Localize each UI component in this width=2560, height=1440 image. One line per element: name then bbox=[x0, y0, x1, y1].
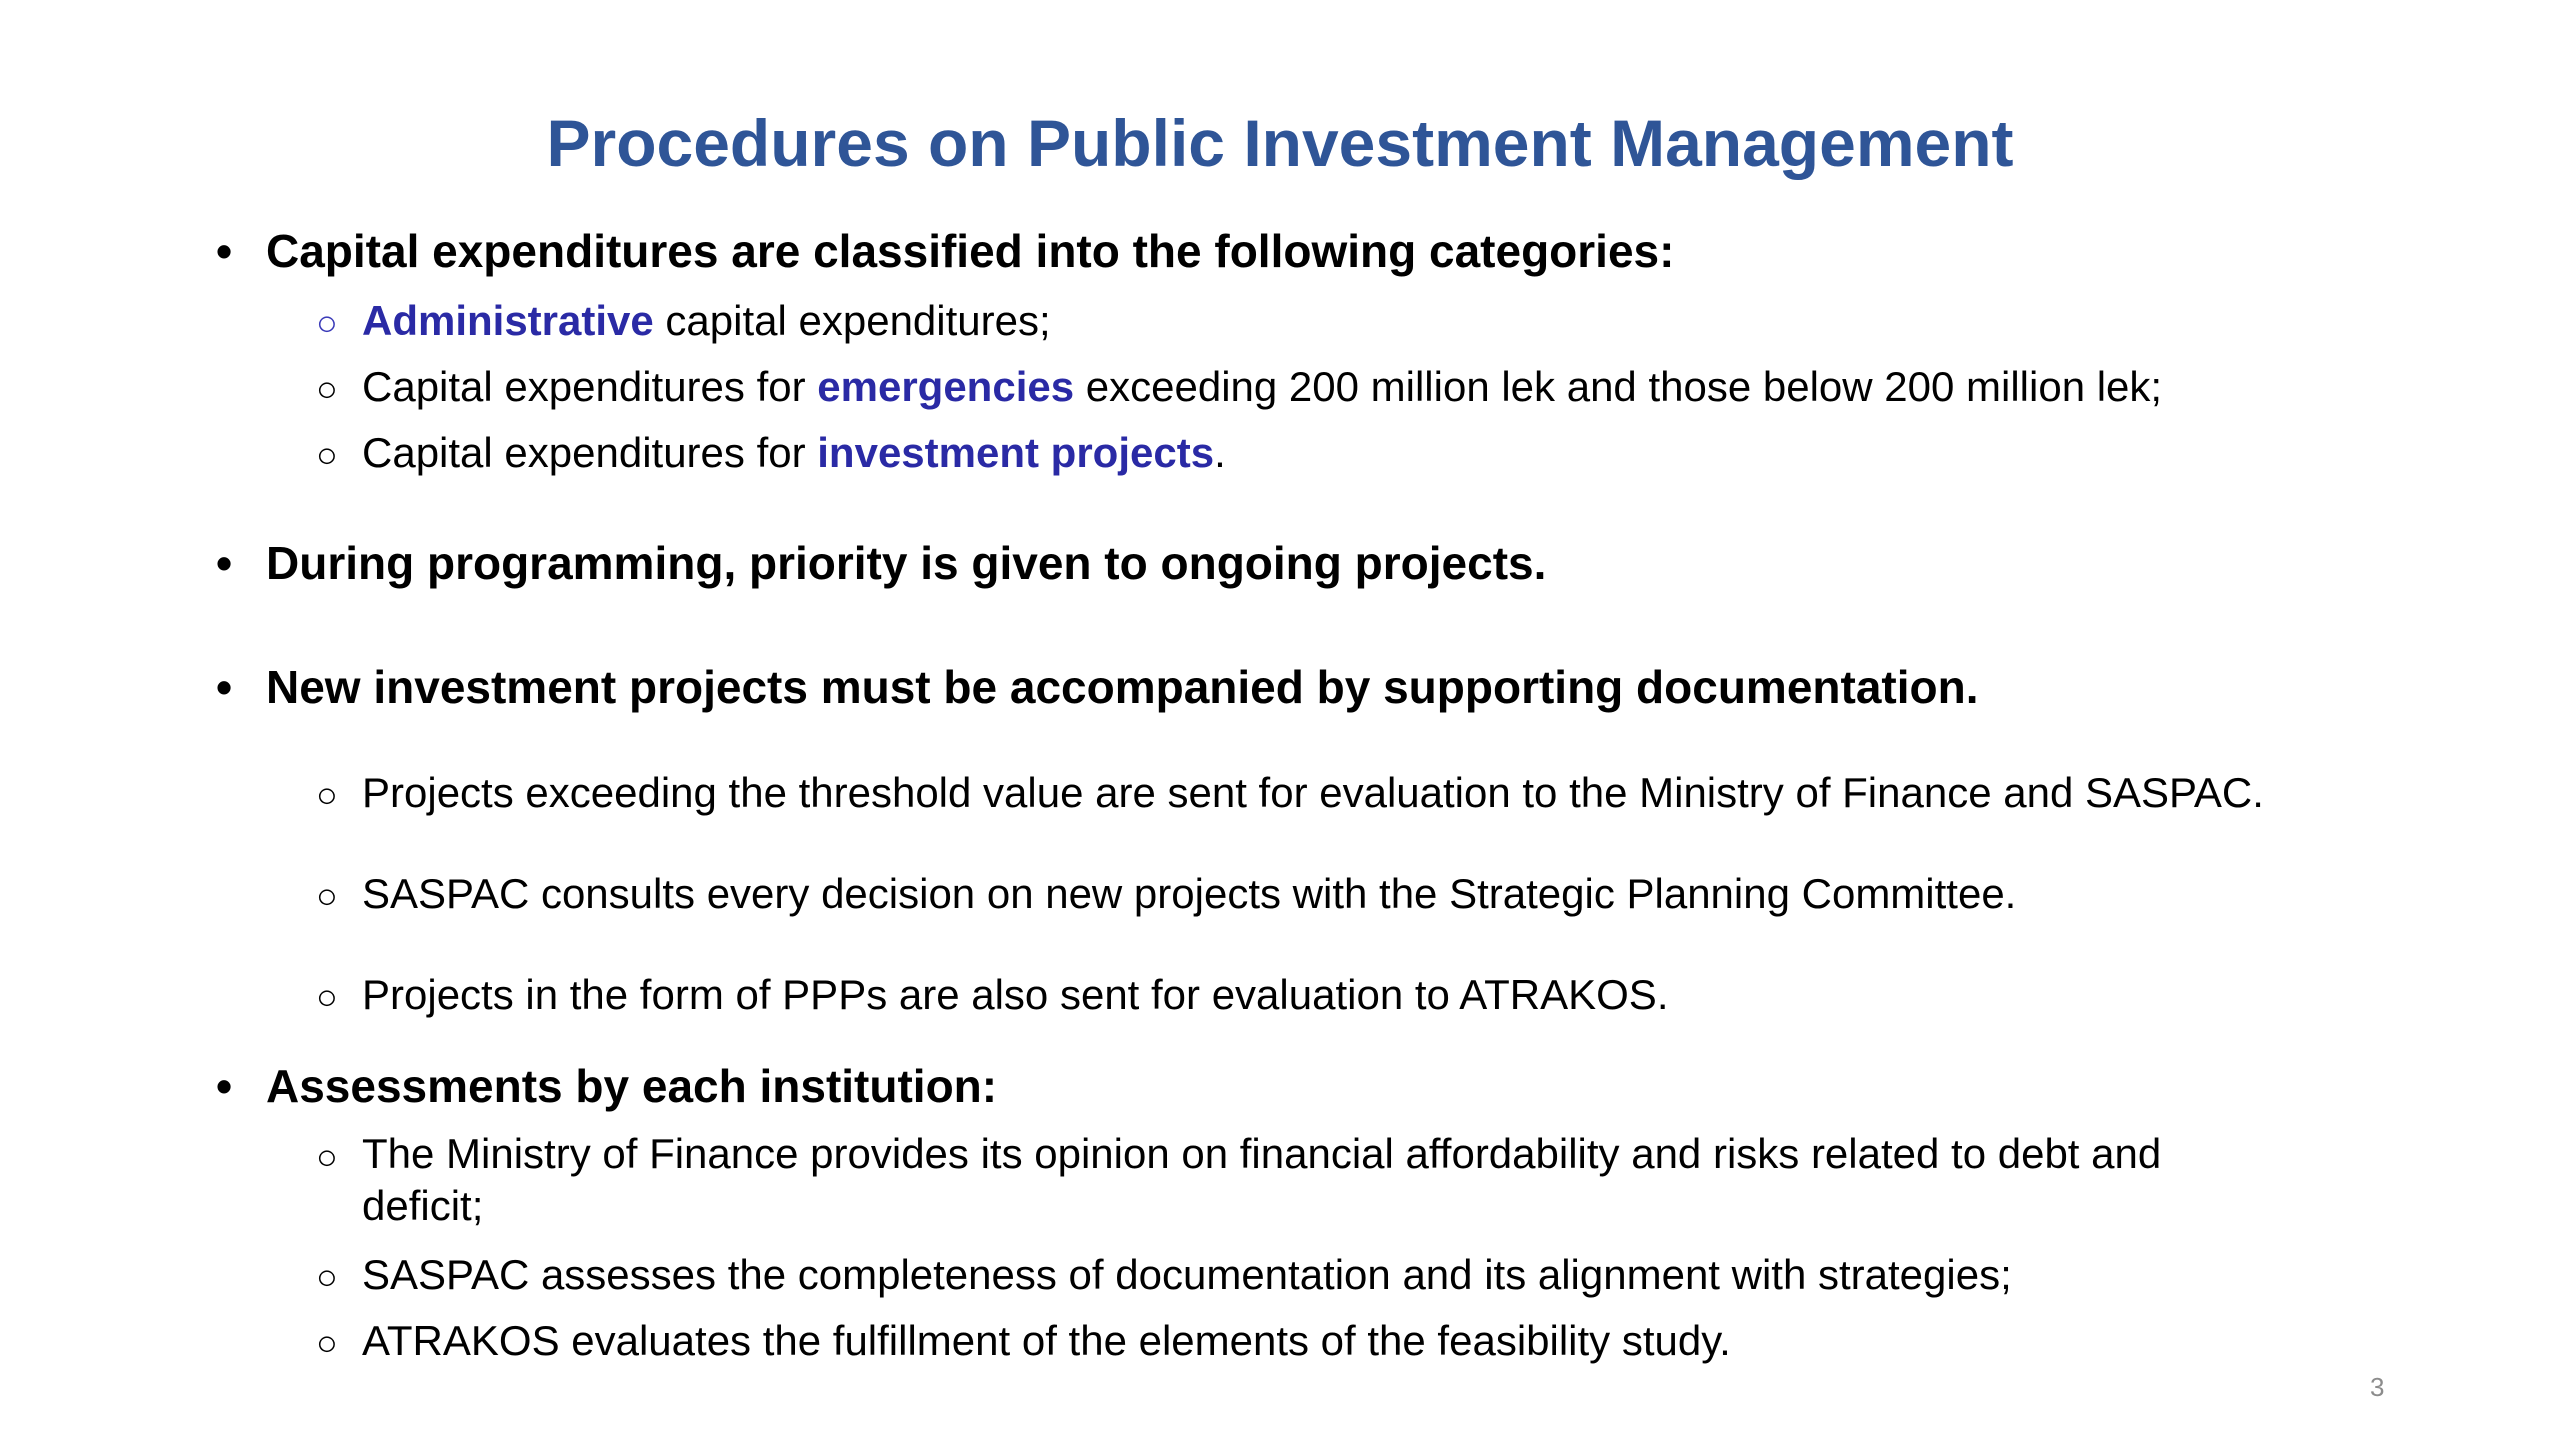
sub-bullet-icon: ○ bbox=[316, 774, 338, 815]
bullet-icon: • bbox=[216, 537, 233, 589]
highlight-administrative: Administrative bbox=[362, 297, 654, 344]
sub-item-text: SASPAC assesses the completeness of documentation and its alignment with strategies; bbox=[362, 1251, 2012, 1298]
sub-item-text: Projects in the form of PPPs are also sent for evaluation to ATRAKOS. bbox=[362, 971, 1669, 1018]
sub-bullet-icon: ○ bbox=[316, 1322, 338, 1363]
bullet-icon: • bbox=[216, 661, 233, 713]
bullet-icon: • bbox=[216, 1060, 233, 1112]
bullet-icon: • bbox=[216, 225, 233, 277]
bullet-text: Assessments by each institution: bbox=[266, 1060, 998, 1112]
bullet-text: New investment projects must be accompanied by supporting documentation. bbox=[266, 661, 1979, 713]
slide-title: Procedures on Public Investment Management bbox=[546, 106, 2014, 180]
bullet-text: Capital expenditures are classified into the following categories: bbox=[266, 225, 1675, 277]
sub-item-text: Capital expenditures for emergencies exceeding 200 million lek and those below 200 million lek; bbox=[362, 363, 2163, 410]
sub-bullet-icon: ○ bbox=[316, 976, 338, 1017]
sub-item-text: Capital expenditures for investment projects. bbox=[362, 429, 1226, 476]
sub-item-text: Administrative capital expenditures; bbox=[362, 297, 1051, 344]
sub-bullet-icon: ○ bbox=[316, 1256, 338, 1297]
sub-item-text: The Ministry of Finance provides its opinion on financial affordability and risks related to debt and deficit; bbox=[362, 1130, 2162, 1229]
sub-item-text: SASPAC consults every decision on new projects with the Strategic Planning Committee. bbox=[362, 870, 2017, 917]
sub-bullet-icon: ○ bbox=[316, 1136, 338, 1177]
sub-item-text: Projects exceeding the threshold value are sent for evaluation to the Ministry of Finance and SASPAC. bbox=[362, 769, 2264, 816]
bullet-text: During programming, priority is given to ongoing projects. bbox=[266, 537, 1547, 589]
sub-bullet-icon: ○ bbox=[316, 875, 338, 916]
sub-bullet-icon: ○ bbox=[316, 368, 338, 409]
sub-bullet-icon: ○ bbox=[316, 434, 338, 475]
highlight-investment-projects: investment projects bbox=[817, 429, 1215, 476]
sub-item-text: ATRAKOS evaluates the fulfillment of the elements of the feasibility study. bbox=[362, 1317, 1731, 1364]
slide-number: 3 bbox=[2370, 1372, 2385, 1402]
highlight-emergencies: emergencies bbox=[817, 363, 1075, 410]
sub-bullet-icon: ○ bbox=[316, 302, 338, 343]
